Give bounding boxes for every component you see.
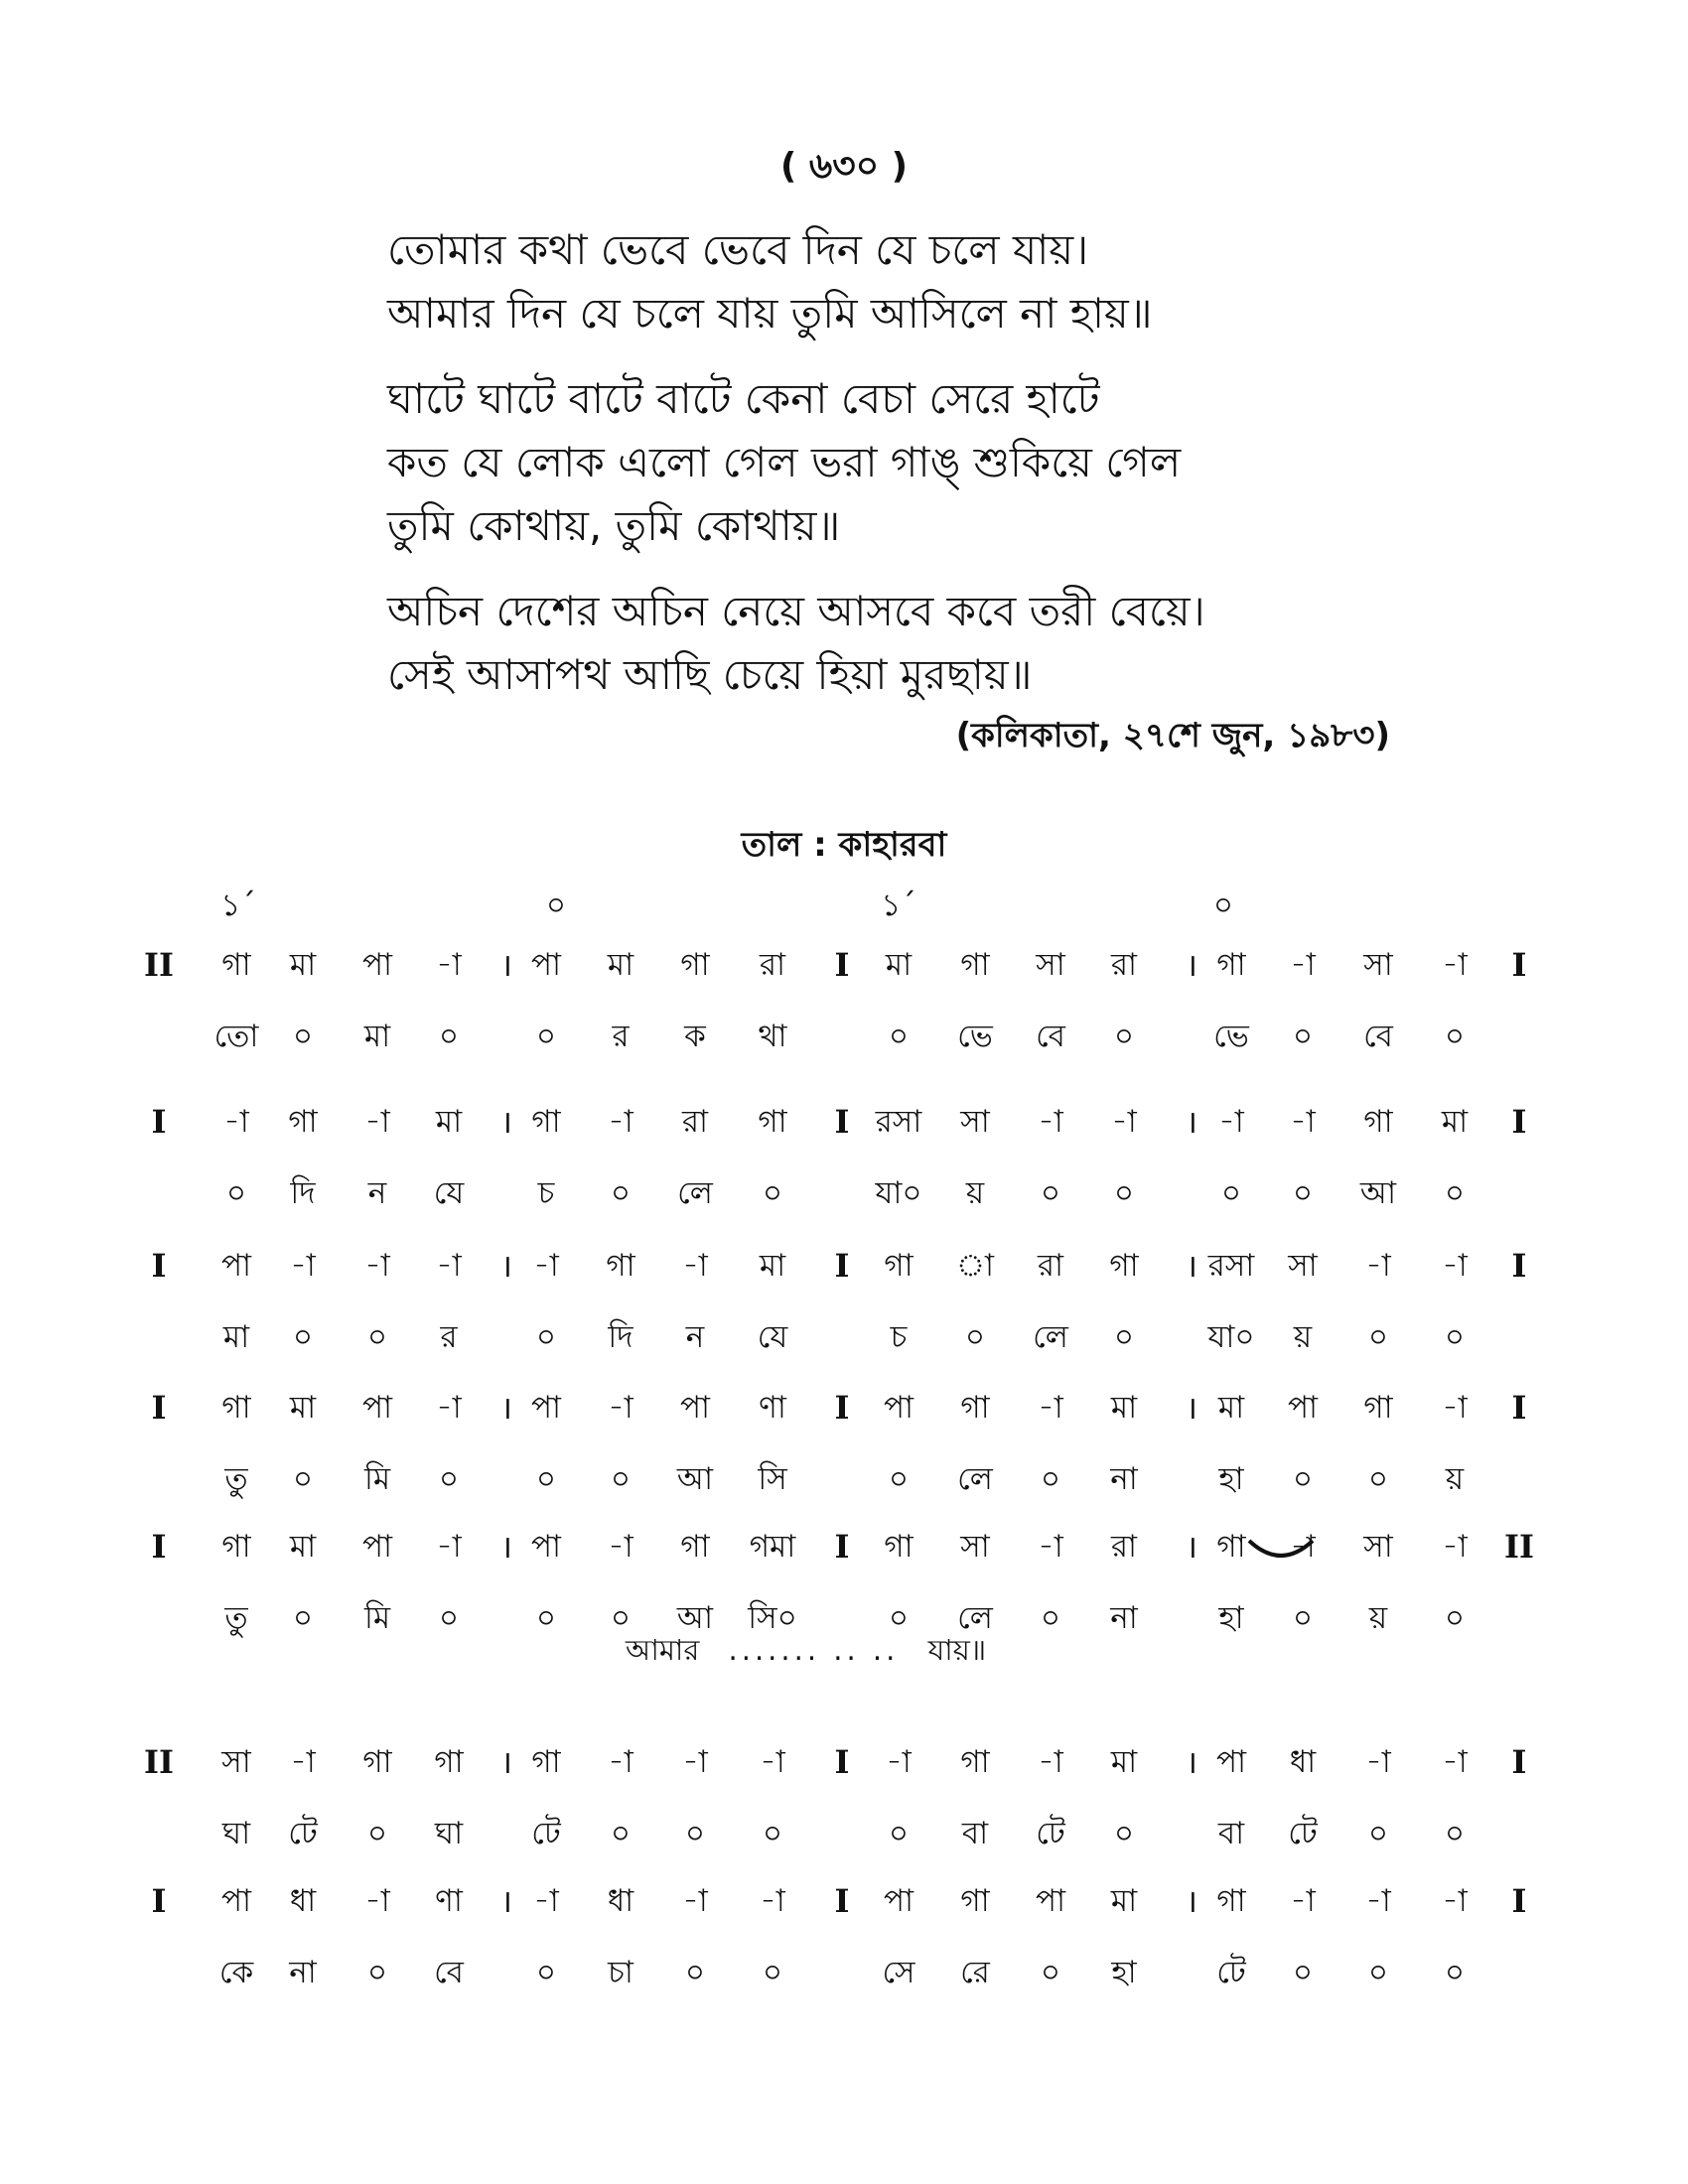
barline: I (151, 1882, 167, 1920)
bani-syllable: যা০ (875, 1175, 922, 1211)
bani-syllable: বা (961, 1816, 989, 1851)
bani-syllable: ০ (535, 1461, 557, 1497)
swara-note: মা (1110, 1744, 1138, 1780)
swara-note: পা (883, 1883, 914, 1919)
swara-note: গা (221, 1390, 251, 1426)
bani-syllable: ০ (438, 1019, 460, 1054)
swara-note: -া (436, 1529, 462, 1565)
bani-syllable: দি (290, 1175, 316, 1211)
bani-syllable: চা (608, 1955, 633, 1990)
swara-note: -া (364, 1248, 390, 1284)
bani-syllable: তো (213, 1019, 259, 1054)
bani-syllable: র (612, 1019, 630, 1054)
bani-syllable: টে (1216, 1955, 1246, 1990)
swara-note: পা (1215, 1744, 1247, 1780)
bani-syllable: ০ (292, 1461, 314, 1497)
swara-note: রসা (875, 1104, 922, 1140)
bani-syllable: ০ (1292, 1955, 1314, 1990)
swara-note: -া (608, 1529, 633, 1565)
swara-note: ণা (435, 1883, 463, 1919)
swara-note: -া (1038, 1529, 1063, 1565)
swara-note: রা (759, 947, 786, 983)
bani-syllable: ০ (1444, 1019, 1466, 1054)
swara-note: -া (290, 1248, 316, 1284)
swara-note: পা (220, 1883, 252, 1919)
swara-note: পা (361, 947, 393, 983)
beat-mark: ০ (545, 887, 567, 923)
barline: II (144, 946, 174, 984)
barline: I (834, 946, 850, 984)
swara-note: -া (1442, 1883, 1468, 1919)
bani-syllable: ০ (1292, 1600, 1314, 1636)
swara-note: মা (885, 947, 913, 983)
bani-syllable: ০ (1040, 1600, 1061, 1636)
bani-syllable: মি (363, 1600, 391, 1636)
bani-syllable: আ (1359, 1175, 1397, 1211)
swara-note: -া (608, 1744, 633, 1780)
swara-note: মা (435, 1104, 463, 1140)
swara-note: পা (530, 1529, 562, 1565)
swara-note: গা (960, 1883, 990, 1919)
swara-note: গা (531, 1744, 561, 1780)
bani-syllable: ০ (438, 1600, 460, 1636)
bani-syllable: মা (222, 1319, 250, 1355)
bani-syllable: ০ (292, 1319, 314, 1355)
swara-note: গমা (749, 1529, 796, 1565)
bani-syllable: ০ (888, 1600, 910, 1636)
swara-note: মা (1110, 1883, 1138, 1919)
swara-note: গা (1216, 947, 1246, 983)
barline: । (1185, 1528, 1198, 1566)
swara-note: পা (1035, 1883, 1066, 1919)
bani-syllable: ন (367, 1175, 387, 1211)
bani-syllable: লে (677, 1175, 713, 1211)
bani-syllable: ০ (1113, 1319, 1135, 1355)
bani-syllable: ক (684, 1019, 706, 1054)
bani-syllable: ০ (762, 1955, 783, 1990)
swara-note: -া (290, 1744, 316, 1780)
barline: । (499, 1882, 513, 1920)
beat-mark: ১´ (220, 887, 256, 923)
bani-syllable: ০ (292, 1019, 314, 1054)
swara-note: সা (1363, 947, 1393, 983)
barline: । (499, 1247, 513, 1285)
swara-note: -া (682, 1883, 708, 1919)
swara-note: গা (606, 1248, 635, 1284)
bani-syllable: ০ (684, 1816, 706, 1851)
bani-syllable: ০ (1292, 1175, 1314, 1211)
bani-syllable: ০ (888, 1461, 910, 1497)
bani-syllable: হা (1111, 1955, 1137, 1990)
bani-syllable: ০ (1444, 1600, 1466, 1636)
bani-syllable: ০ (888, 1816, 910, 1851)
bani-syllable: য় (965, 1175, 985, 1211)
bani-syllable: টে (1036, 1816, 1065, 1851)
swara-note: পা (530, 947, 562, 983)
bani-syllable: বা (1217, 1816, 1245, 1851)
bani-syllable: ০ (1113, 1019, 1135, 1054)
bani-syllable: ০ (535, 1019, 557, 1054)
lyric-line: তুমি কোথায়, তুমি কোথায়॥ (387, 501, 841, 550)
swara-note: গা (434, 1744, 464, 1780)
swara-note: সা (1363, 1529, 1393, 1565)
swara-note: গা (960, 947, 990, 983)
swara-note: গা (531, 1104, 561, 1140)
swara-note: -া (1365, 1744, 1391, 1780)
swara-note: সা (1036, 947, 1065, 983)
barline: । (499, 1103, 513, 1141)
refrain-dots: ....... .. .. (728, 1633, 900, 1667)
barline: I (151, 1103, 167, 1141)
swara-note: -া (1442, 1390, 1468, 1426)
barline: I (1511, 946, 1527, 984)
barline: । (1185, 946, 1198, 984)
swara-note: সা (960, 1529, 990, 1565)
swara-note: মা (1217, 1390, 1245, 1426)
swara-note: পা (220, 1248, 252, 1284)
swara-note: -া (1442, 1248, 1468, 1284)
bani-syllable: ০ (1113, 1175, 1135, 1211)
bani-syllable: ভে (957, 1019, 993, 1054)
beat-mark: ০ (1212, 887, 1234, 923)
swara-note: রা (1037, 1248, 1064, 1284)
lyric-line: সেই আসাপথ আছি চেয়ে হিয়া মুরছায়॥ (387, 650, 1033, 699)
bani-syllable: বে (434, 1955, 464, 1990)
slur-mark (1246, 1537, 1316, 1563)
bani-syllable: তু (224, 1600, 248, 1636)
swara-note: -া (533, 1248, 559, 1284)
swara-note: সা (960, 1104, 990, 1140)
barline: II (144, 1743, 174, 1781)
swara-note: -া (1038, 1390, 1063, 1426)
swara-note: গা (1363, 1390, 1393, 1426)
bani-syllable: ০ (366, 1955, 388, 1990)
bani-syllable: যা০ (1207, 1319, 1255, 1355)
bani-syllable: ০ (610, 1175, 632, 1211)
bani-syllable: না (1110, 1600, 1138, 1636)
lyric-line: তোমার কথা ভেবে ভেবে দিন যে চলে যায়। (387, 225, 1089, 274)
swara-note: গা (1216, 1529, 1246, 1565)
lyric-line: ঘাটে ঘাটে বাটে বাটে কেনা বেচা সেরে হাটে (387, 374, 1100, 423)
bani-syllable: ০ (1292, 1019, 1314, 1054)
bani-syllable: ০ (1040, 1955, 1061, 1990)
swara-note: পা (1287, 1390, 1319, 1426)
swara-note: -া (1111, 1104, 1137, 1140)
bani-syllable: মা (363, 1019, 391, 1054)
swara-note: -া (608, 1390, 633, 1426)
bani-syllable: ০ (1367, 1955, 1389, 1990)
bani-syllable: ঘা (434, 1816, 464, 1851)
swara-note: -া (1442, 1744, 1468, 1780)
barline: । (499, 1389, 513, 1427)
bani-syllable: চ (890, 1319, 908, 1355)
barline: I (834, 1882, 850, 1920)
swara-note: -া (1290, 1104, 1316, 1140)
bani-syllable: ০ (1113, 1816, 1135, 1851)
swara-note: পা (679, 1390, 711, 1426)
barline: I (151, 1247, 167, 1285)
barline: । (1185, 1247, 1198, 1285)
lyric-line: আমার দিন যে চলে যায় তুমি আসিলে না হায়॥ (387, 289, 1153, 338)
barline: । (1185, 1743, 1198, 1781)
lyric-line: অচিন দেশের অচিন নেয়ে আসবে কবে তরী বেয়ে। (387, 587, 1205, 635)
swara-note: -া (1442, 947, 1468, 983)
bani-syllable: সি০ (748, 1600, 797, 1636)
barline: I (834, 1103, 850, 1141)
bani-syllable: ০ (684, 1955, 706, 1990)
swara-note: -া (364, 1104, 390, 1140)
bani-syllable: লে (1033, 1319, 1068, 1355)
bani-syllable: ০ (1367, 1461, 1389, 1497)
barline: I (1511, 1247, 1527, 1285)
bani-syllable: রে (960, 1955, 990, 1990)
barline: । (499, 1743, 513, 1781)
swara-note: মা (1441, 1104, 1469, 1140)
bani-syllable: ০ (610, 1816, 632, 1851)
swara-note: গা (680, 947, 710, 983)
swara-note: রা (681, 1104, 709, 1140)
swara-note: গা (680, 1529, 710, 1565)
swara-note: -া (436, 1390, 462, 1426)
swara-note: -া (1442, 1529, 1468, 1565)
swara-note: মা (759, 1248, 786, 1284)
swara-note: -া (682, 1744, 708, 1780)
swara-note: গা (884, 1529, 914, 1565)
swara-note: মা (289, 1529, 317, 1565)
swara-note: পা (530, 1390, 562, 1426)
swara-note: গা (1363, 1104, 1393, 1140)
bani-syllable: ০ (1444, 1955, 1466, 1990)
swara-note: -া (1038, 1744, 1063, 1780)
swara-note: -া (436, 947, 462, 983)
bani-syllable: যে (433, 1175, 465, 1211)
swara-note: -া (1365, 1248, 1391, 1284)
refrain-marker (626, 1628, 986, 1677)
bani-syllable: টে (531, 1816, 561, 1851)
bani-syllable: আ (676, 1600, 714, 1636)
swara-note: গা (960, 1390, 990, 1426)
swara-note: -া (1290, 1529, 1316, 1565)
swara-note: মা (289, 1390, 317, 1426)
bani-syllable: আ (676, 1461, 714, 1497)
bani-syllable: ০ (438, 1461, 460, 1497)
bani-syllable: ০ (610, 1461, 632, 1497)
refrain-start: আমার (626, 1633, 700, 1667)
bani-syllable: ০ (366, 1816, 388, 1851)
swara-note: সা (1288, 1248, 1318, 1284)
bani-syllable: ন (685, 1319, 705, 1355)
swara-note: গা (362, 1744, 392, 1780)
swara-note: -া (682, 1248, 708, 1284)
bani-syllable: ০ (1040, 1175, 1061, 1211)
bani-syllable: কে (218, 1955, 254, 1990)
swara-note: পা (883, 1390, 914, 1426)
swara-note: গা (884, 1248, 914, 1284)
swara-note: -া (436, 1248, 462, 1284)
bani-syllable: বে (1036, 1019, 1065, 1054)
bani-syllable: না (1110, 1461, 1138, 1497)
barline: I (834, 1389, 850, 1427)
barline: I (1511, 1743, 1527, 1781)
swara-note: া (955, 1248, 995, 1284)
barline: । (1185, 1389, 1198, 1427)
swara-note: গা (1216, 1883, 1246, 1919)
bani-syllable: ০ (292, 1600, 314, 1636)
tala-heading: তাল : কাহারবা (741, 825, 947, 865)
barline: I (151, 1528, 167, 1566)
bani-syllable: সি (758, 1461, 787, 1497)
barline: I (834, 1528, 850, 1566)
swara-note: পা (361, 1529, 393, 1565)
swara-note: -া (1290, 947, 1316, 983)
swara-note: গা (960, 1744, 990, 1780)
bani-syllable: ০ (225, 1175, 247, 1211)
bani-syllable: ০ (762, 1175, 783, 1211)
bani-syllable: ০ (1367, 1816, 1389, 1851)
bani-syllable: থা (758, 1019, 787, 1054)
swara-note: সা (221, 1744, 251, 1780)
bani-syllable: ভে (1213, 1019, 1249, 1054)
barline: । (1185, 1882, 1198, 1920)
bani-syllable: বে (1363, 1019, 1393, 1054)
bani-syllable: মি (363, 1461, 391, 1497)
barline: I (1511, 1882, 1527, 1920)
bani-syllable: ০ (535, 1319, 557, 1355)
bani-syllable: য় (1445, 1461, 1465, 1497)
barline: । (1185, 1103, 1198, 1141)
swara-note: গা (221, 947, 251, 983)
bani-syllable: না (289, 1955, 317, 1990)
lyric-line: কত যে লোক এলো গেল ভরা গাঙ্ শুকিয়ে গেল (387, 438, 1182, 486)
swara-note: -া (533, 1883, 559, 1919)
bani-syllable: ০ (888, 1019, 910, 1054)
barline: I (1511, 1103, 1527, 1141)
swara-note: ধা (289, 1883, 317, 1919)
barline: I (834, 1743, 850, 1781)
swara-note: গা (288, 1104, 318, 1140)
swara-note: -া (886, 1744, 912, 1780)
page-number: ( ৬৩০ ) (779, 146, 909, 187)
barline: । (499, 946, 513, 984)
bani-syllable: ০ (1444, 1175, 1466, 1211)
swara-note: -া (1218, 1104, 1244, 1140)
bani-syllable: ঘা (221, 1816, 251, 1851)
bani-syllable: চ (537, 1175, 555, 1211)
bani-syllable: য় (1293, 1319, 1313, 1355)
bani-syllable: টে (1288, 1816, 1318, 1851)
bani-syllable: য় (1368, 1600, 1388, 1636)
bani-syllable: ০ (1444, 1816, 1466, 1851)
swara-note: রা (1110, 1529, 1138, 1565)
swara-note: গা (1109, 1248, 1139, 1284)
swara-note: রসা (1207, 1248, 1255, 1284)
refrain-end: যায়॥ (927, 1633, 987, 1667)
bani-syllable: ০ (366, 1319, 388, 1355)
barline: II (1504, 1528, 1534, 1566)
bani-syllable: ০ (610, 1600, 632, 1636)
bani-syllable: ০ (1367, 1319, 1389, 1355)
swara-note: ধা (607, 1883, 634, 1919)
swara-note: গা (758, 1104, 787, 1140)
barline: I (151, 1389, 167, 1427)
swara-note: -া (223, 1104, 249, 1140)
bani-syllable: ০ (762, 1816, 783, 1851)
swara-note: রা (1110, 947, 1138, 983)
bani-syllable: ০ (535, 1600, 557, 1636)
swara-note: -া (1038, 1104, 1063, 1140)
beat-mark: ১´ (881, 887, 916, 923)
swara-note: গা (221, 1529, 251, 1565)
bani-syllable: ০ (1444, 1319, 1466, 1355)
swara-note: -া (608, 1104, 633, 1140)
barline: I (834, 1247, 850, 1285)
bani-syllable: যে (757, 1319, 788, 1355)
bani-syllable: হা (1218, 1600, 1244, 1636)
bani-syllable: দি (608, 1319, 633, 1355)
bani-syllable: লে (957, 1600, 993, 1636)
colophon: (কলিকাতা, ২৭শে জুন, ১৯৮৩) (955, 716, 1390, 755)
bani-syllable: র (440, 1319, 458, 1355)
bani-syllable: লে (957, 1461, 993, 1497)
bani-syllable: ০ (535, 1955, 557, 1990)
swara-note: -া (364, 1883, 390, 1919)
bani-syllable: সে (882, 1955, 915, 1990)
barline: । (499, 1528, 513, 1566)
bani-syllable: তু (224, 1461, 248, 1497)
swara-note: মা (289, 947, 317, 983)
barline: I (1511, 1389, 1527, 1427)
bani-syllable: ০ (1292, 1461, 1314, 1497)
bani-syllable: হা (1218, 1461, 1244, 1497)
swara-note: ধা (1289, 1744, 1317, 1780)
swara-note: -া (1365, 1883, 1391, 1919)
swara-note: -া (760, 1744, 785, 1780)
swara-note: মা (1110, 1390, 1138, 1426)
swara-note: পা (361, 1390, 393, 1426)
bani-syllable: ০ (1040, 1461, 1061, 1497)
swara-note: মা (607, 947, 634, 983)
bani-syllable: ০ (964, 1319, 986, 1355)
bani-syllable: টে (288, 1816, 318, 1851)
swara-note: -া (1290, 1883, 1316, 1919)
swara-note: ণা (759, 1390, 786, 1426)
bani-syllable: ০ (1220, 1175, 1242, 1211)
swara-note: -া (760, 1883, 785, 1919)
